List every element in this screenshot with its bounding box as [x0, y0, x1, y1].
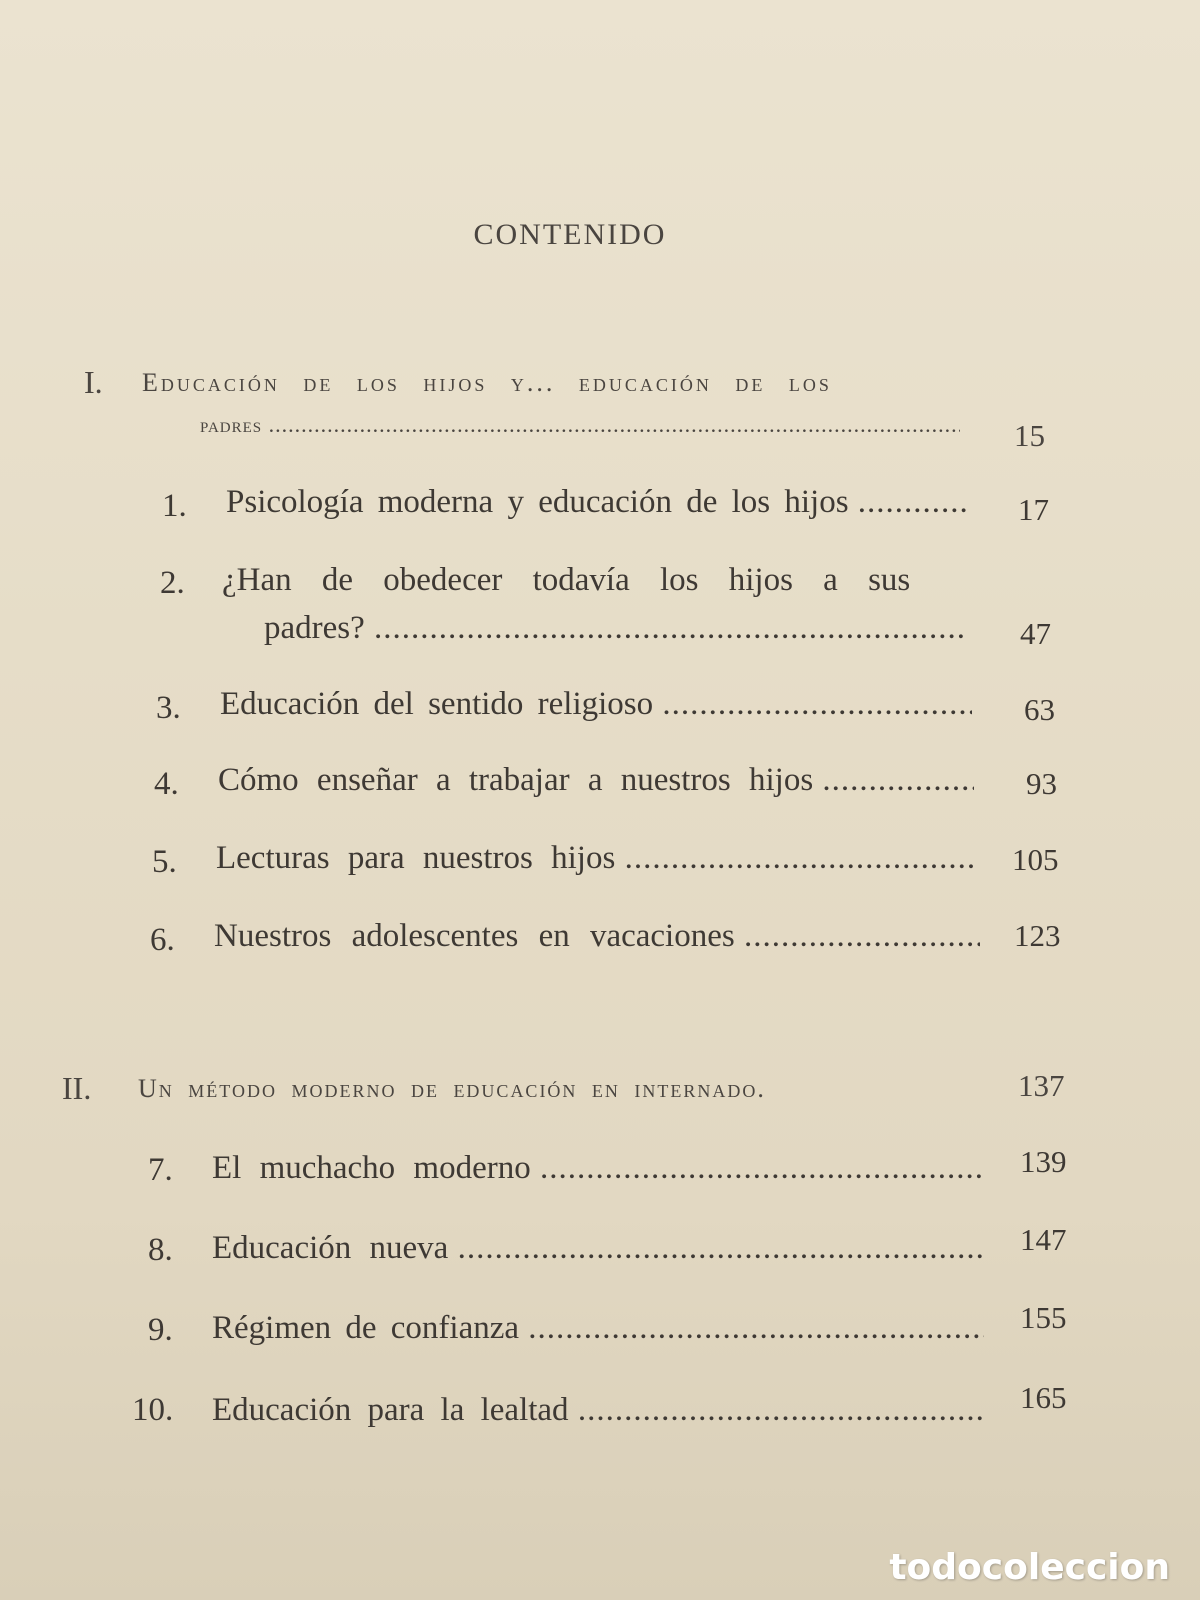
chapter-page-number: 123	[1014, 918, 1061, 953]
chapter-title: Régimen de confianza .....	[212, 1310, 984, 1347]
part-page-number: 137	[1018, 1068, 1065, 1103]
chapter-title: Lecturas para nuestros hijos .....	[216, 840, 978, 877]
chapter-page-number: 63	[1024, 692, 1055, 727]
chapter-title: Psicología moderna y educación de los hijos .....	[226, 484, 968, 521]
part-title-continued: padres .....	[200, 412, 960, 438]
watermark-logo: todocoleccion	[889, 1547, 1170, 1588]
contents-heading: CONTENIDO	[473, 218, 667, 251]
chapter-title: Cómo enseñar a trabajar a nuestros hijos .....	[218, 762, 974, 799]
chapter-title: Educación para la lealtad .....	[212, 1392, 984, 1429]
chapter-number: 4.	[154, 766, 179, 802]
chapter-page-number: 139	[1020, 1144, 1067, 1179]
chapter-title: El muchacho moderno .....	[212, 1150, 984, 1187]
chapter-number: 1.	[162, 488, 187, 524]
chapter-page-number: 147	[1020, 1222, 1067, 1257]
chapter-title: ¿Han de obedecer todavía los hijos a sus	[222, 562, 911, 598]
chapter-page-number: 17	[1018, 492, 1049, 527]
chapter-page-number: 165	[1020, 1380, 1067, 1415]
chapter-title: Educación nueva .....	[212, 1230, 984, 1267]
part-number: I.	[84, 364, 103, 400]
chapter-page-number: 93	[1026, 766, 1057, 801]
chapter-page-number: 105	[1012, 842, 1059, 877]
chapter-title: Educación del sentido religioso .....	[220, 686, 972, 723]
part-title: Un método moderno de educación en internado.	[138, 1074, 766, 1103]
chapter-title-continued: padres? .....	[264, 610, 968, 647]
chapter-number: 5.	[152, 844, 177, 880]
part-title: Educación de los hijos y... educación de los	[142, 368, 832, 397]
chapter-title: Nuestros adolescentes en vacaciones .....	[214, 918, 980, 955]
chapter-number: 7.	[148, 1152, 173, 1188]
chapter-number: 3.	[156, 690, 181, 726]
chapter-page-number: 155	[1020, 1300, 1067, 1335]
part-number: II.	[62, 1070, 92, 1106]
chapter-number: 6.	[150, 922, 175, 958]
chapter-page-number: 47	[1020, 616, 1051, 651]
part-page-number: 15	[1014, 418, 1045, 453]
chapter-number: 9.	[148, 1312, 173, 1348]
chapter-number: 8.	[148, 1232, 173, 1268]
chapter-number: 2.	[160, 565, 185, 601]
chapter-number: 10.	[132, 1392, 174, 1428]
